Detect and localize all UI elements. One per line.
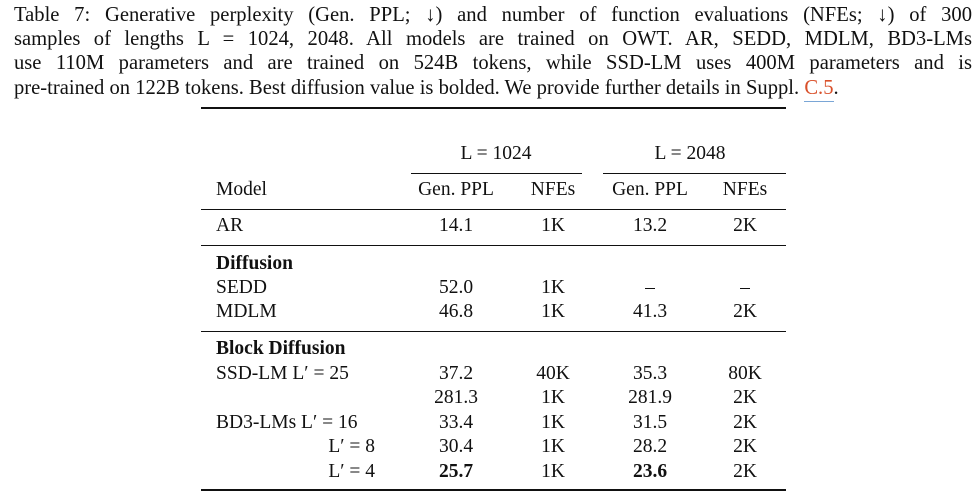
row-mdlm-nfes-2048: 2K [733,301,757,322]
row-bd3-4-genppl-2048 [633,461,667,483]
row-sedd-nfes-2048: – [740,277,750,298]
section-block-diffusion-label: Block Diffusion [216,338,346,359]
row-bd3-4-genppl-1024 [439,461,473,483]
row-ssdlm2-nfes-2048: 2K [733,387,757,408]
top-rule [201,107,786,109]
row-sedd-genppl-2048: – [645,277,655,298]
row-mdlm-genppl-1024: 46.8 [438,301,474,322]
section-block-diffusion [216,338,345,360]
best-genppl-1024: 25.7 [438,461,474,482]
row-bd3-4-nfes-2048: 2K [733,461,757,482]
row-bd3-8-nfes-2048: 2K [733,436,757,457]
row-ssdlm-nfes-2048: 80K [728,363,762,384]
best-genppl-2048: 23.6 [632,461,668,482]
header-genppl-2048: Gen. PPL [612,179,688,200]
row-mdlm-genppl-2048: 41.3 [632,301,668,322]
diffusion-rule [201,331,786,332]
row-bd3-16-nfes-2048: 2K [733,412,757,433]
header-nfes-1024: NFEs [530,179,576,200]
row-ssdlm-genppl-2048: 35.3 [632,363,668,384]
row-bd3-16-genppl-2048: 31.5 [632,412,668,433]
row-ar-genppl-1024: 14.1 [438,215,474,236]
row-ssdlm2-genppl-1024: 281.3 [434,387,478,408]
row-ssdlm2-nfes-1024: 1K [541,387,565,408]
row-ssdlm-nfes-1024: 40K [536,363,570,384]
caption-end: . [833,76,839,99]
row-bd3-16-genppl-1024: 33.4 [438,412,474,433]
row-bd3-8-genppl-1024: 30.4 [438,436,474,457]
header-model: Model [216,179,267,200]
row-ssdlm-genppl-1024: 37.2 [438,363,474,384]
ar-rule [201,245,786,246]
row-ar-nfes-1024: 1K [541,215,565,236]
row-sedd-model: SEDD [216,277,267,298]
row-bd3-4-model: L′ = 4 [328,461,375,482]
row-bd3-16-nfes-1024: 1K [541,412,565,433]
header-genppl-1024: Gen. PPL [418,179,494,200]
caption-line-4-text: pre-trained on 122B tokens. Best diffusion value is bolded. We provide further details in Suppl. [14,76,805,99]
section-diffusion [216,253,293,275]
caption-line-1: Table 7: Generative perplexity (Gen. PPL; ↓) and number of function evaluations (NFEs; ↓) of 300 [14,4,972,26]
row-ssdlm-model: SSD-LM L′ = 25 [216,363,349,384]
row-ar-model: AR [216,215,244,236]
group-header-1024: L = 1024 [460,143,532,164]
cmidrule-2048 [603,173,786,174]
section-diffusion-label: Diffusion [216,253,293,274]
row-mdlm-nfes-1024: 1K [541,301,565,322]
row-sedd-genppl-1024: 52.0 [438,277,474,298]
caption-line-2: samples of lengths L = 1024, 2048. All models are trained on OWT. AR, SEDD, MDLM, BD3-LMs [14,28,972,51]
table-caption [14,3,972,100]
suppl-reference-link[interactable]: C.5 [804,77,833,102]
results-table [201,107,786,492]
header-rule [201,209,786,210]
caption-line-3: use 110M parameters and are trained on 524B tokens, while SSD-LM uses 400M parameters and is [14,52,972,75]
bottom-rule [201,489,786,491]
row-bd3-8-nfes-1024: 1K [541,436,565,457]
cmidrule-1024 [411,173,582,174]
row-bd3-8-model: L′ = 8 [328,436,375,457]
row-bd3-8-genppl-2048: 28.2 [632,436,668,457]
group-header-2048: L = 2048 [654,143,726,164]
row-mdlm-model: MDLM [216,301,277,322]
caption-line-4 [14,76,972,100]
row-ar-nfes-2048: 2K [733,215,757,236]
header-nfes-2048: NFEs [722,179,768,200]
row-sedd-nfes-1024: 1K [541,277,565,298]
row-bd3-16-model: BD3-LMs L′ = 16 [216,412,358,433]
row-ssdlm2-genppl-2048: 281.9 [628,387,672,408]
row-ar-genppl-2048: 13.2 [632,215,668,236]
row-bd3-4-nfes-1024: 1K [541,461,565,482]
